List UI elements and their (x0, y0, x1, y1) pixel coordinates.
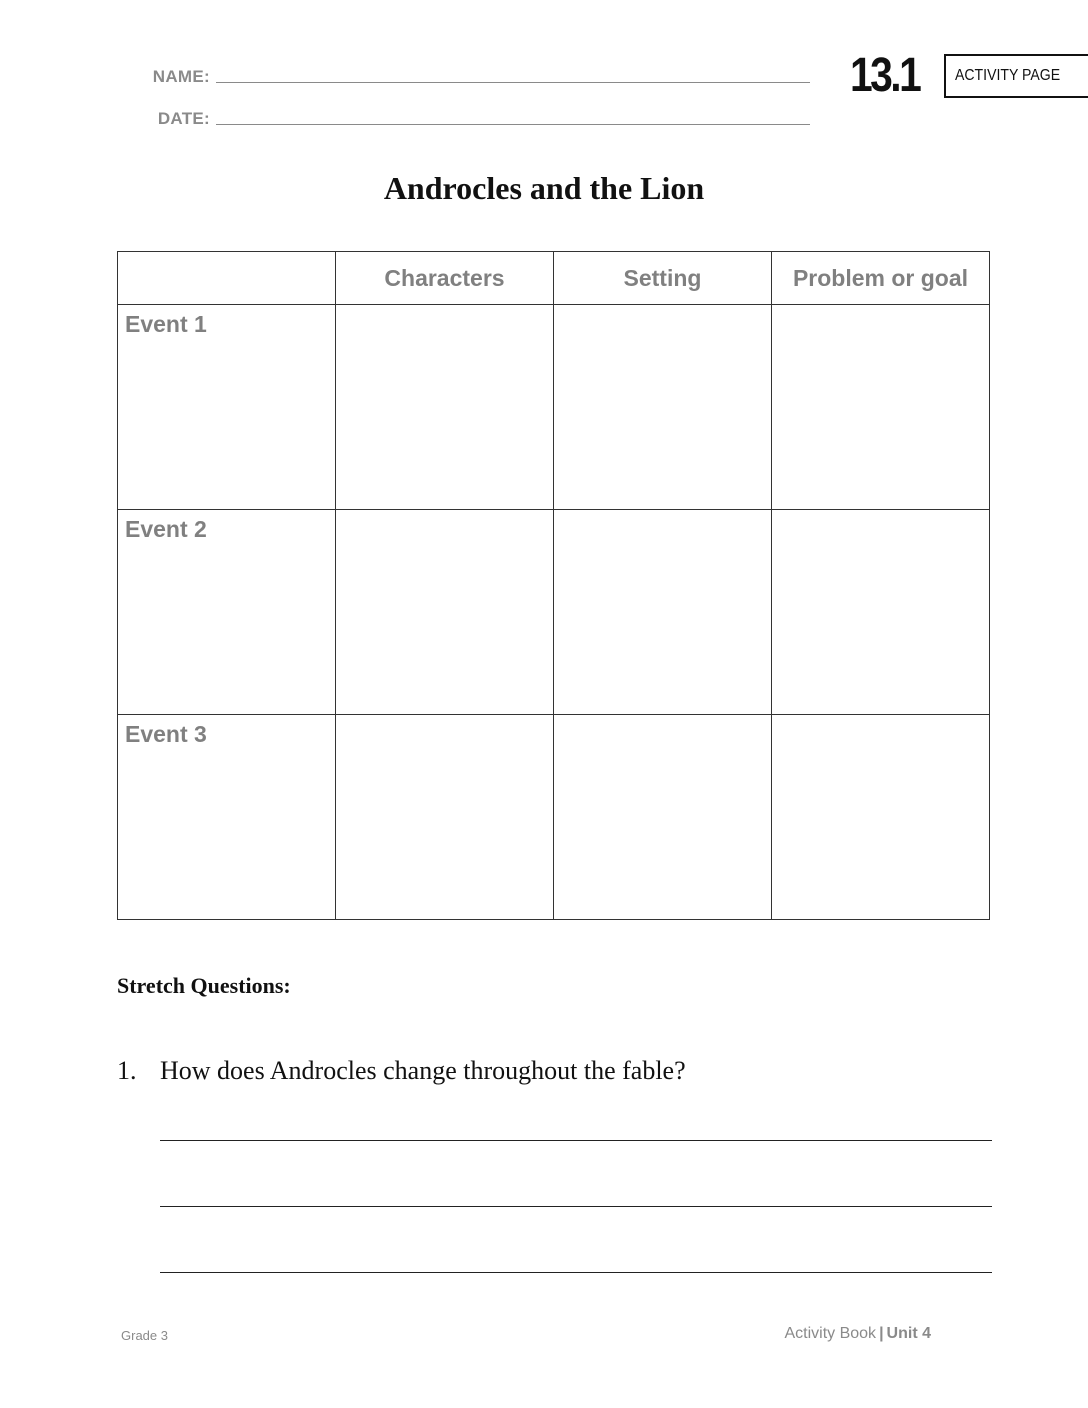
name-line[interactable] (216, 82, 810, 83)
footer-book-info (784, 1325, 931, 1343)
question-text: How does Androcles change throughout the fable? (160, 1056, 686, 1085)
answer-cell-event-2-setting[interactable] (554, 510, 772, 715)
answer-cell-event-3-setting[interactable] (554, 715, 772, 920)
activity-page-tag (944, 54, 1088, 98)
answer-cell-event-1-problem[interactable] (772, 305, 990, 510)
stretch-questions-heading: Stretch Questions: (117, 973, 291, 998)
footer-grade: Grade 3 (121, 1328, 168, 1343)
activity-page-label: ACTIVITY PAGE (955, 67, 1061, 84)
row-header-event-2: Event 2 (118, 510, 336, 715)
answer-cell-event-2-characters[interactable] (336, 510, 554, 715)
page-title: Androcles and the Lion (383, 170, 705, 206)
answer-line[interactable] (160, 1272, 992, 1273)
date-label: DATE: (157, 109, 210, 128)
footer-separator: | (879, 1325, 884, 1342)
row-header-event-3: Event 3 (118, 715, 336, 920)
story-elements-table (117, 251, 990, 920)
answer-line[interactable] (160, 1206, 992, 1207)
question-number: 1. (117, 1056, 137, 1085)
answer-cell-event-3-characters[interactable] (336, 715, 554, 920)
row-header-event-1: Event 1 (118, 305, 336, 510)
table-row (118, 305, 990, 510)
name-label: NAME: (152, 67, 210, 86)
column-header-problem-or-goal: Problem or goal (772, 252, 990, 305)
table-header-row (118, 252, 990, 305)
answer-line[interactable] (160, 1140, 992, 1141)
answer-cell-event-2-problem[interactable] (772, 510, 990, 715)
table-row (118, 715, 990, 920)
page-number: 13.1 (850, 49, 920, 102)
column-header-characters: Characters (336, 252, 554, 305)
table-corner-cell (118, 252, 336, 305)
footer-unit: Unit 4 (886, 1325, 931, 1342)
answer-cell-event-1-setting[interactable] (554, 305, 772, 510)
table-row (118, 510, 990, 715)
answer-cell-event-3-problem[interactable] (772, 715, 990, 920)
date-line[interactable] (216, 124, 810, 125)
column-header-setting: Setting (554, 252, 772, 305)
answer-cell-event-1-characters[interactable] (336, 305, 554, 510)
footer-book-title: Activity Book (784, 1325, 877, 1342)
